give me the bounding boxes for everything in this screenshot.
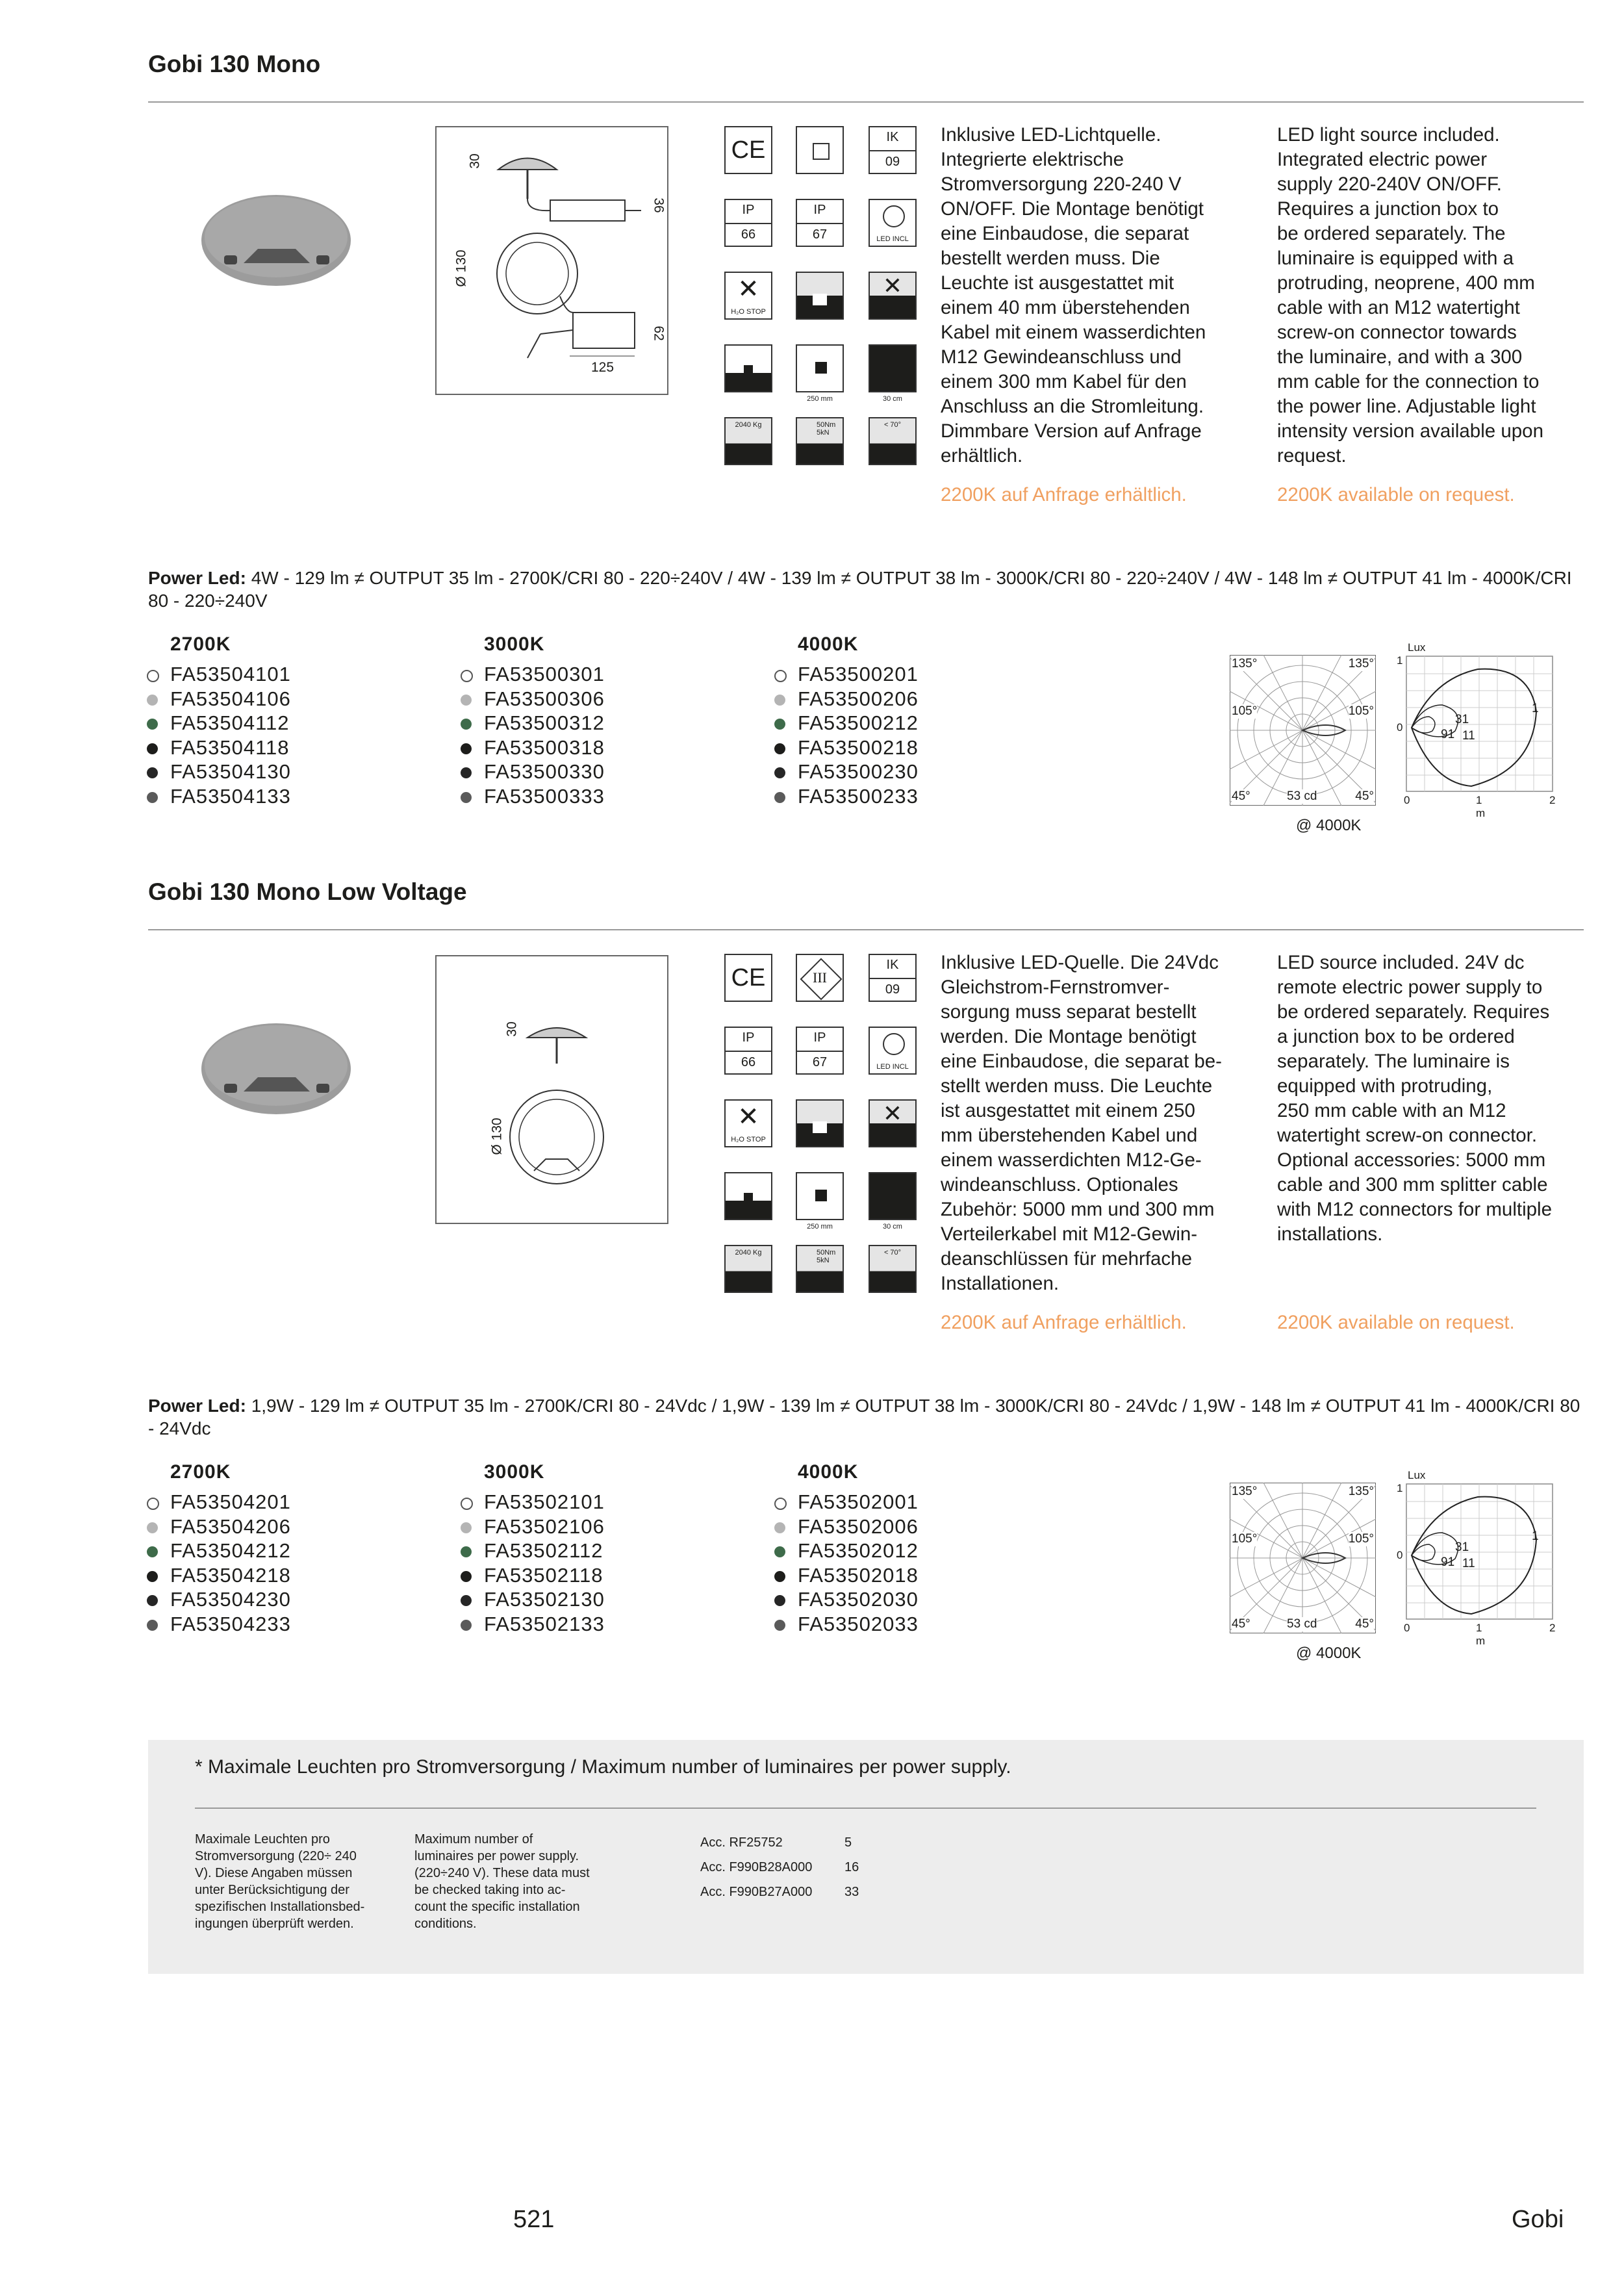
beam-light-icon — [724, 344, 772, 392]
product-code: FA53502033 — [798, 1612, 919, 1635]
column-head-4000k: 4000K — [798, 1461, 859, 1483]
accessory-code: Acc. RF25752 — [700, 1835, 783, 1850]
title-divider — [148, 101, 1584, 103]
accessory-qty: 16 — [844, 1860, 859, 1874]
lux-value: 11 — [1462, 729, 1475, 743]
product-code: FA53500330 — [484, 760, 605, 783]
ip66-icon: IP 66 — [724, 1027, 772, 1075]
product-code: FA53500318 — [484, 735, 605, 759]
technical-drawing — [435, 126, 668, 395]
distance-icon — [796, 1172, 844, 1220]
product-code: FA53504106 — [170, 687, 291, 710]
lux-value: 1 — [1532, 702, 1539, 715]
column-head-2700k: 2700K — [170, 633, 231, 655]
column-head-4000k: 4000K — [798, 633, 859, 655]
lux-diagram — [1393, 640, 1556, 835]
led-included-icon: LED INCL — [869, 1027, 917, 1075]
dim-box-w: 125 — [591, 360, 615, 375]
angle-label: 135° — [1232, 657, 1258, 671]
product-code: FA53502030 — [798, 1588, 919, 1611]
candela-label: 53 cd — [1287, 789, 1317, 803]
power-led-label: Power Led: — [148, 1396, 246, 1416]
distance-label: 250 mm — [807, 1223, 833, 1231]
lux-diagram — [1393, 1468, 1556, 1663]
product-code: FA53502130 — [484, 1588, 605, 1611]
product-code: FA53500206 — [798, 687, 919, 710]
ip66-icon: IP 66 — [724, 199, 772, 247]
accessory-qty: 5 — [844, 1835, 852, 1850]
note-en: 2200K available on request. — [1277, 484, 1515, 505]
product-code: FA53502133 — [484, 1612, 605, 1635]
finish-swatch — [461, 1546, 472, 1557]
temperature-label: @ 4000K — [1296, 1644, 1362, 1662]
column-head-2700k: 2700K — [170, 1461, 231, 1483]
recessed-ground-icon — [796, 272, 844, 320]
product-title: Gobi 130 Mono — [148, 51, 321, 77]
finish-swatch — [461, 670, 473, 682]
description-en: LED source included. 24V dc remote electric power supply to be ordered separately. Requires a junction box to be ordered separately. The luminaire is equipped with protruding, 250 mm cable with an M12 watertight screw-on connector. Optional accessories: 5000 mm cable and 300 mm splitter cable with M12 connectors for multiple installations. — [1277, 952, 1553, 1245]
lux-tick: 1 — [1397, 1482, 1403, 1494]
finish-swatch — [774, 1620, 785, 1631]
polar-diagram — [1230, 1483, 1376, 1633]
power-led-label: Power Led: — [148, 568, 246, 588]
angle-label: 105° — [1348, 704, 1374, 718]
lux-tick: 0 — [1404, 794, 1410, 806]
product-code: FA53504212 — [170, 1539, 291, 1562]
product-code: FA53504130 — [170, 760, 291, 783]
note-en: 2200K available on request. — [1277, 1312, 1515, 1333]
angle-icon: < 70° — [869, 417, 917, 465]
power-led-spec — [148, 1394, 1584, 1440]
lux-value: 31 — [1455, 713, 1469, 726]
ip67-icon: IP 67 — [796, 1027, 844, 1075]
lux-value: 31 — [1455, 1540, 1469, 1554]
product-title: Gobi 130 Mono Low Voltage — [148, 878, 467, 905]
product-code: FA53504118 — [170, 735, 290, 759]
lux-unit: Lux — [1408, 641, 1426, 654]
lux-unit: Lux — [1408, 1469, 1426, 1481]
accessory-code: Acc. F990B27A000 — [700, 1885, 813, 1899]
ce-mark-icon: CE — [724, 126, 772, 174]
angle-label: 135° — [1348, 1485, 1374, 1498]
product-code: FA53502112 — [484, 1539, 603, 1562]
dim-diameter: Ø 130 — [489, 1118, 505, 1155]
finish-swatch — [461, 1620, 472, 1631]
finish-swatch — [147, 695, 158, 706]
technical-drawing — [435, 955, 668, 1224]
column-head-3000k: 3000K — [484, 1461, 545, 1483]
glare-label: 30 cm — [883, 1223, 902, 1231]
ik-rating-icon: IK 09 — [869, 954, 917, 1002]
dim-box-h2: 62 — [651, 326, 666, 341]
finish-swatch — [774, 1595, 785, 1606]
dim-box-h1: 36 — [651, 198, 666, 213]
description-en: LED light source included. Integrated electric power supply 220-240V ON/OFF. Requires a junction box to be ordered separately. The luminaire is equipped with a protruding, neoprene, 400 mm cable with an M12 watertight screw-on connector towards the luminaire, and with a 300 mm cable for the connection to the power line. Adjustable light intensity version available upon request. — [1277, 124, 1543, 466]
led-included-icon: LED INCL — [869, 199, 917, 247]
power-supply-panel — [148, 1740, 1584, 1974]
dim-height: 30 — [467, 153, 483, 169]
lux-tick: 1 — [1397, 654, 1403, 667]
no-cover-icon: ✕ — [869, 272, 917, 320]
finish-swatch — [147, 1595, 158, 1606]
glare-icon — [869, 344, 917, 392]
section-name: Gobi — [1512, 2206, 1564, 2233]
finish-swatch — [461, 1595, 472, 1606]
note-de: 2200K auf Anfrage erhältlich. — [941, 1312, 1187, 1333]
power-led-spec — [148, 567, 1584, 612]
h2o-stop-icon: ✕ H₂O STOP — [724, 272, 772, 320]
product-code: FA53504206 — [170, 1514, 291, 1538]
product-photo — [198, 192, 354, 289]
angle-label: 45° — [1232, 789, 1250, 803]
product-code: FA53504233 — [170, 1612, 291, 1635]
finish-swatch — [461, 1571, 472, 1582]
class-iii-icon: III — [796, 954, 844, 1002]
angle-label: 135° — [1232, 1485, 1258, 1498]
product-code: FA53502012 — [798, 1539, 919, 1562]
recessed-ground-icon — [796, 1099, 844, 1147]
product-code: FA53500312 — [484, 711, 605, 734]
dim-diameter: Ø 130 — [453, 249, 469, 287]
description-de: Inklusive LED-Lichtquelle. Integrierte elektrische Stromversorgung 220-240 V ON/OFF. Die Montage benötigt eine Einbaudose, die separat bestellt werden muss. Die Leuchte ist ausgestattet mit einem 40 mm überstehenden Kabel mit einem wasserdichten M12 Gewindeanschluss und einem 300 mm Kabel für den Anschluss an die Stromleitung. Dimmbare Version auf Anfrage erhältlich. — [941, 124, 1206, 466]
product-code: FA53500230 — [798, 760, 919, 783]
finish-swatch — [461, 695, 472, 706]
title-divider — [148, 929, 1584, 930]
angle-label: 45° — [1355, 1617, 1374, 1631]
product-code: FA53504101 — [170, 663, 291, 685]
polar-diagram — [1230, 655, 1376, 806]
product-code: FA53500233 — [798, 784, 919, 808]
product-code: FA53500201 — [798, 663, 919, 685]
product-code: FA53504112 — [170, 711, 290, 734]
glare-icon — [869, 1172, 917, 1220]
product-photo — [198, 1020, 354, 1118]
lux-unit-x: m — [1476, 1635, 1486, 1647]
product-code: FA53500306 — [484, 687, 605, 710]
product-code: FA53500333 — [484, 784, 605, 808]
lux-tick: 0 — [1397, 721, 1403, 734]
product-code: FA53500301 — [484, 663, 605, 685]
finish-swatch — [774, 743, 785, 754]
panel-divider — [195, 1808, 1536, 1809]
product-code: FA53502006 — [798, 1514, 919, 1538]
class-insulation-icon — [796, 126, 844, 174]
finish-swatch — [461, 792, 472, 803]
lux-tick: 1 — [1476, 1622, 1482, 1634]
finish-swatch — [461, 767, 472, 778]
finish-swatch — [774, 695, 785, 706]
accessory-qty: 33 — [844, 1885, 859, 1899]
lux-value: 11 — [1462, 1557, 1475, 1570]
finish-swatch — [774, 792, 785, 803]
finish-swatch — [774, 670, 787, 682]
power-supply-note-de: Maximale Leuchten pro Stromversorgung (220÷ 240 V). Diese Angaben müssen unter Berücksichtigung der spezifischen Installationsbed- ingungen überprüft werden. — [195, 1832, 365, 1931]
lux-value: 91 — [1441, 728, 1455, 741]
finish-swatch — [774, 1522, 785, 1533]
accessory-code: Acc. F990B28A000 — [700, 1860, 813, 1874]
finish-swatch — [147, 767, 158, 778]
finish-swatch — [147, 1571, 158, 1582]
lux-unit-x: m — [1476, 807, 1486, 819]
product-code: FA53502001 — [798, 1490, 919, 1513]
product-code: FA53502106 — [484, 1514, 605, 1538]
finish-swatch — [147, 743, 158, 754]
note-de: 2200K auf Anfrage erhältlich. — [941, 484, 1187, 505]
power-supply-heading: * Maximale Leuchten pro Stromversorgung / Maximum number of luminaires per power supply. — [195, 1756, 1011, 1778]
lux-tick: 2 — [1549, 1622, 1556, 1634]
distance-icon — [796, 344, 844, 392]
angle-label: 105° — [1232, 1532, 1258, 1546]
finish-swatch — [774, 1571, 785, 1582]
page-number: 521 — [513, 2206, 555, 2233]
product-code: FA53504201 — [170, 1490, 291, 1513]
angle-icon: < 70° — [869, 1245, 917, 1293]
product-code: FA53500218 — [798, 735, 919, 759]
finish-swatch — [461, 1522, 472, 1533]
product-code: FA53502101 — [484, 1490, 605, 1513]
product-code: FA53500212 — [798, 711, 919, 734]
finish-swatch — [774, 1498, 787, 1510]
lux-value: 91 — [1441, 1555, 1455, 1569]
no-cover-icon: ✕ — [869, 1099, 917, 1147]
product-code: FA53504218 — [170, 1563, 291, 1587]
lux-tick: 0 — [1404, 1622, 1410, 1634]
distance-label: 250 mm — [807, 395, 833, 403]
temperature-label: @ 4000K — [1296, 817, 1362, 834]
finish-swatch — [147, 719, 158, 730]
finish-swatch — [461, 719, 472, 730]
finish-swatch — [774, 1546, 785, 1557]
product-code: FA53502018 — [798, 1563, 919, 1587]
finish-swatch — [774, 719, 785, 730]
angle-label: 45° — [1355, 789, 1374, 803]
column-head-3000k: 3000K — [484, 633, 545, 655]
lux-value: 1 — [1532, 1529, 1539, 1543]
ce-mark-icon: CE — [724, 954, 772, 1002]
torque-icon: 50Nm 5kN — [796, 417, 844, 465]
lux-tick: 2 — [1549, 794, 1556, 806]
finish-swatch — [147, 1498, 159, 1510]
finish-swatch — [461, 743, 472, 754]
dim-height: 30 — [504, 1021, 520, 1037]
torque-icon: 50Nm 5kN — [796, 1245, 844, 1293]
load-icon: 2040 Kg — [724, 417, 772, 465]
glare-label: 30 cm — [883, 395, 902, 403]
finish-swatch — [147, 792, 158, 803]
h2o-stop-icon: ✕ H₂O STOP — [724, 1099, 772, 1147]
load-icon: 2040 Kg — [724, 1245, 772, 1293]
description-de: Inklusive LED-Quelle. Die 24Vdc Gleichstrom-Fernstromver- sorgung muss separat bestellt werden. Die Montage benötigt eine Einbaudose, die separat be- stellt werden muss. Die Leuchte ist ausgestattet mit einem 250 mm überstehenden Kabel und einem wasserdichten M12-Ge- windeanschluss. Optionales Zubehör: 5000 mm und 300 mm Verteilerkabel mit M12-Gewin- deanschlüssen für mehrfache Installationen. — [941, 952, 1222, 1294]
power-led-text: 1,9W - 129 lm ≠ OUTPUT 35 lm - 2700K/CRI 80 - 24Vdc / 1,9W - 139 lm ≠ OUTPUT 38 lm - 3000K/CRI 80 - 24Vdc / 1,9W - 148 lm ≠ OUTPUT 41 lm - 4000K/CRI 80 - 24Vdc — [148, 1396, 1580, 1438]
finish-swatch — [147, 1620, 158, 1631]
finish-swatch — [461, 1498, 473, 1510]
lux-tick: 0 — [1397, 1549, 1403, 1561]
product-code: FA53504133 — [170, 784, 291, 808]
finish-swatch — [774, 767, 785, 778]
finish-swatch — [147, 670, 159, 682]
angle-label: 105° — [1232, 704, 1258, 718]
candela-label: 53 cd — [1287, 1617, 1317, 1631]
power-supply-note-en: Maximum number of luminaires per power supply. (220÷240 V). These data must be checked taking into ac- count the specific installation conditions. — [414, 1832, 590, 1931]
ik-rating-icon: IK 09 — [869, 126, 917, 174]
finish-swatch — [147, 1522, 158, 1533]
finish-swatch — [147, 1546, 158, 1557]
product-code: FA53502118 — [484, 1563, 603, 1587]
ip67-icon: IP 67 — [796, 199, 844, 247]
angle-label: 45° — [1232, 1617, 1250, 1631]
power-led-text: 4W - 129 lm ≠ OUTPUT 35 lm - 2700K/CRI 80 - 220÷240V / 4W - 139 lm ≠ OUTPUT 38 lm - 3000K/CRI 80 - 220÷240V / 4W - 148 lm ≠ OUTPUT 41 lm - 4000K/CRI 80 - 220÷240V — [148, 568, 1572, 611]
product-code: FA53504230 — [170, 1588, 291, 1611]
beam-light-icon — [724, 1172, 772, 1220]
angle-label: 135° — [1348, 657, 1374, 671]
angle-label: 105° — [1348, 1532, 1374, 1546]
lux-tick: 1 — [1476, 794, 1482, 806]
